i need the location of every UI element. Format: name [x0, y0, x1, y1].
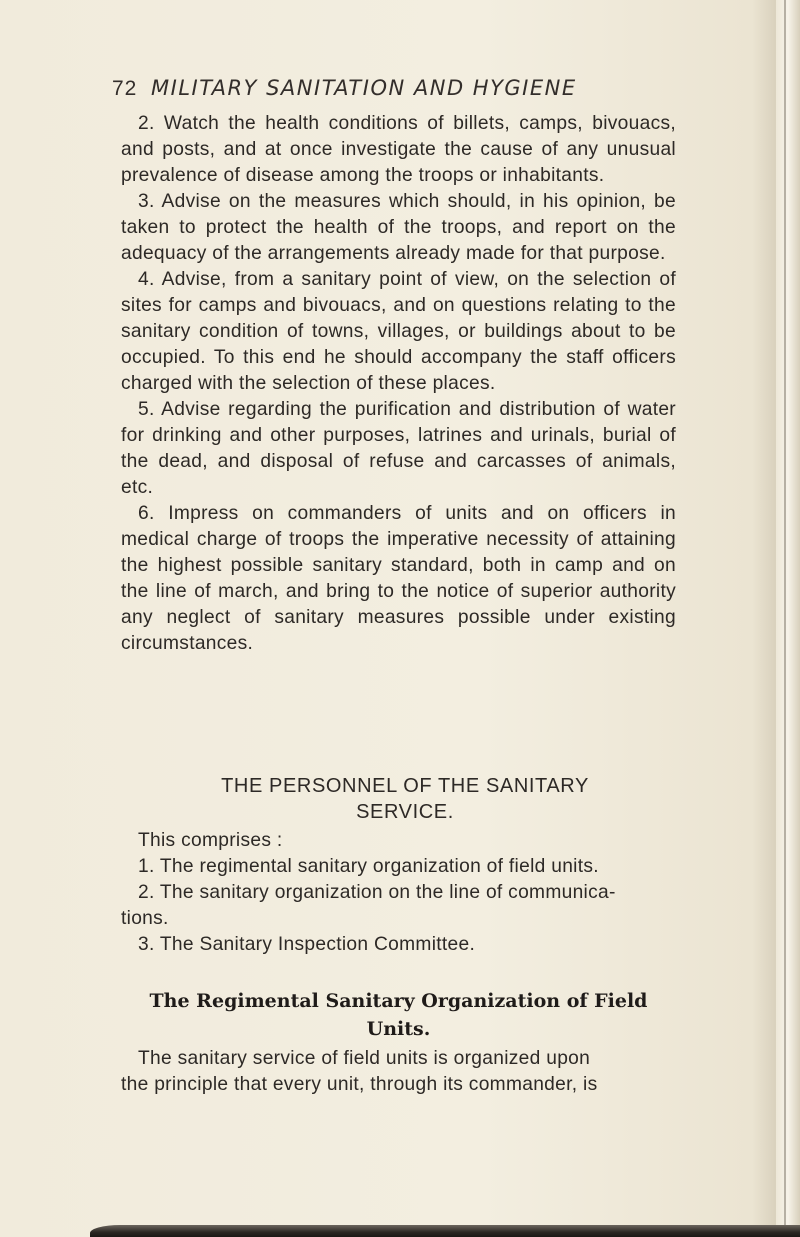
page-number: 72 — [112, 77, 138, 100]
personnel-list — [121, 828, 676, 958]
page-bottom-shadow — [90, 1225, 800, 1237]
running-title: MILITARY SANITATION AND HYGIENE — [151, 76, 577, 100]
duty-item-2: 2. Watch the health conditions of billets, camps, bivouacs, and posts, and at once investigate the cause of any unusual prevalence of disease among the troops or inhabitants. — [121, 113, 676, 186]
personnel-heading-line2: SERVICE. — [356, 801, 454, 823]
running-header — [112, 74, 632, 102]
personnel-item-2: 2. The sanitary organization on the line of communica- — [138, 882, 616, 903]
regimental-heading — [121, 987, 676, 1043]
personnel-item-1: 1. The regimental sanitary organization of field units. — [138, 856, 599, 877]
duty-item-4: 4. Advise, from a sanitary point of view, on the selection of sites for camps and bivouacs, and on questions relating to the sanitary condition of towns, villages, or buildings about to be occupied. To this end he should accompany the staff officers charged with the selection of these places. — [121, 269, 676, 394]
personnel-heading — [155, 773, 655, 825]
personnel-heading-line1: THE PERSONNEL OF THE SANITARY — [221, 775, 589, 797]
personnel-intro: This comprises : — [138, 830, 283, 851]
duty-item-6: 6. Impress on commanders of units and on officers in medical charge of troops the imperative necessity of attaining the highest possible sanitary standard, both in camp and on the line of march, and bring to the notice of superior authority any neglect of sanitary measures possible under existing circumstances. — [121, 503, 676, 654]
duty-item-5: 5. Advise regarding the purification and distribution of water for drinking and other purposes, latrines and urinals, burial of the dead, and disposal of refuse and carcasses of animals, etc. — [121, 399, 676, 498]
personnel-item-2-cont: tions. — [121, 908, 169, 929]
duties-list — [121, 111, 676, 657]
regimental-heading-line1: The Regimental Sanitary Organization of Field — [149, 990, 648, 1012]
regimental-para-line1: The sanitary service of field units is organized upon — [138, 1048, 591, 1069]
personnel-item-3: 3. The Sanitary Inspection Committee. — [138, 934, 476, 955]
regimental-paragraph — [121, 1046, 676, 1098]
regimental-para-line2: the principle that every unit, through its commander, is — [121, 1074, 598, 1095]
regimental-heading-line2: Units. — [366, 1018, 431, 1040]
page-edge — [776, 0, 800, 1237]
duty-item-3: 3. Advise on the measures which should, in his opinion, be taken to protect the health of the troops, and report on the adequacy of the arrangements already made for that purpose. — [121, 191, 676, 264]
page-edge-line — [784, 0, 786, 1237]
